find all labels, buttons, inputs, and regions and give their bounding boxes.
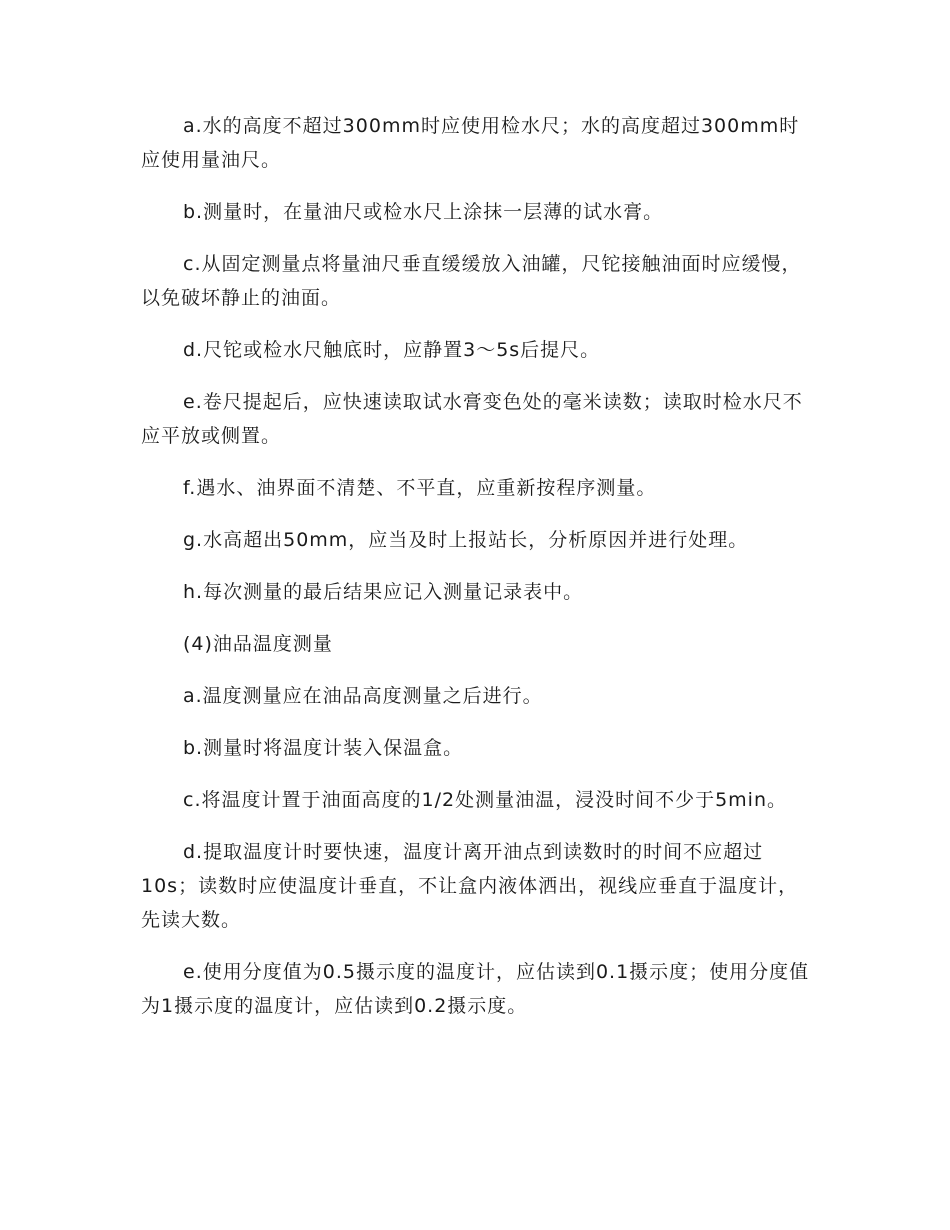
paragraph-report-water: g.水高超出50mm，应当及时上报站长，分析原因并进行处理。 (183, 529, 749, 551)
paragraph-water-height-rule: a.水的高度不超过300mm时应使用检水尺；水的高度超过300mm时应使用量油尺。 (141, 115, 800, 171)
document-body (141, 109, 813, 1041)
section-heading-oil-temperature: (4)油品温度测量 (183, 633, 333, 655)
paragraph-insulated-box: b.测量时将温度计装入保温盒。 (183, 737, 464, 759)
paragraph-remeasure: f.遇水、油界面不清楚、不平直，应重新按程序测量。 (183, 477, 657, 499)
paragraph-apply-water-paste: b.测量时，在量油尺或检水尺上涂抹一层薄的试水膏。 (183, 201, 664, 223)
paragraph-lower-tape: c.从固定测量点将量油尺垂直缓缓放入油罐，尺铊接触油面时应缓慢，以免破坏静止的油面。 (141, 253, 802, 309)
paragraph-estimation-precision: e.使用分度值为0.5摄示度的温度计，应估读到0.1摄示度；使用分度值为1摄示度的温度计，应估读到0.2摄示度。 (141, 961, 810, 1017)
paragraph-rest-then-lift: d.尺铊或检水尺触底时，应静置3～5s后提尺。 (183, 339, 601, 361)
paragraph-immerse-depth: c.将温度计置于油面高度的1/2处测量油温，浸没时间不少于5min。 (183, 789, 787, 811)
paragraph-read-mm: e.卷尺提起后，应快速读取试水膏变色处的毫米读数；读取时检水尺不应平放或侧置。 (141, 391, 803, 447)
paragraph-record-result: h.每次测量的最后结果应记入测量记录表中。 (183, 581, 584, 603)
paragraph-temperature-order: a.温度测量应在油品高度测量之后进行。 (183, 685, 543, 707)
paragraph-reading-procedure: d.提取温度计时要快速，温度计离开油点到读数时的时间不应超过10s；读数时应使温度计垂直，不让盒内液体洒出，视线应垂直于温度计，先读大数。 (141, 841, 799, 931)
